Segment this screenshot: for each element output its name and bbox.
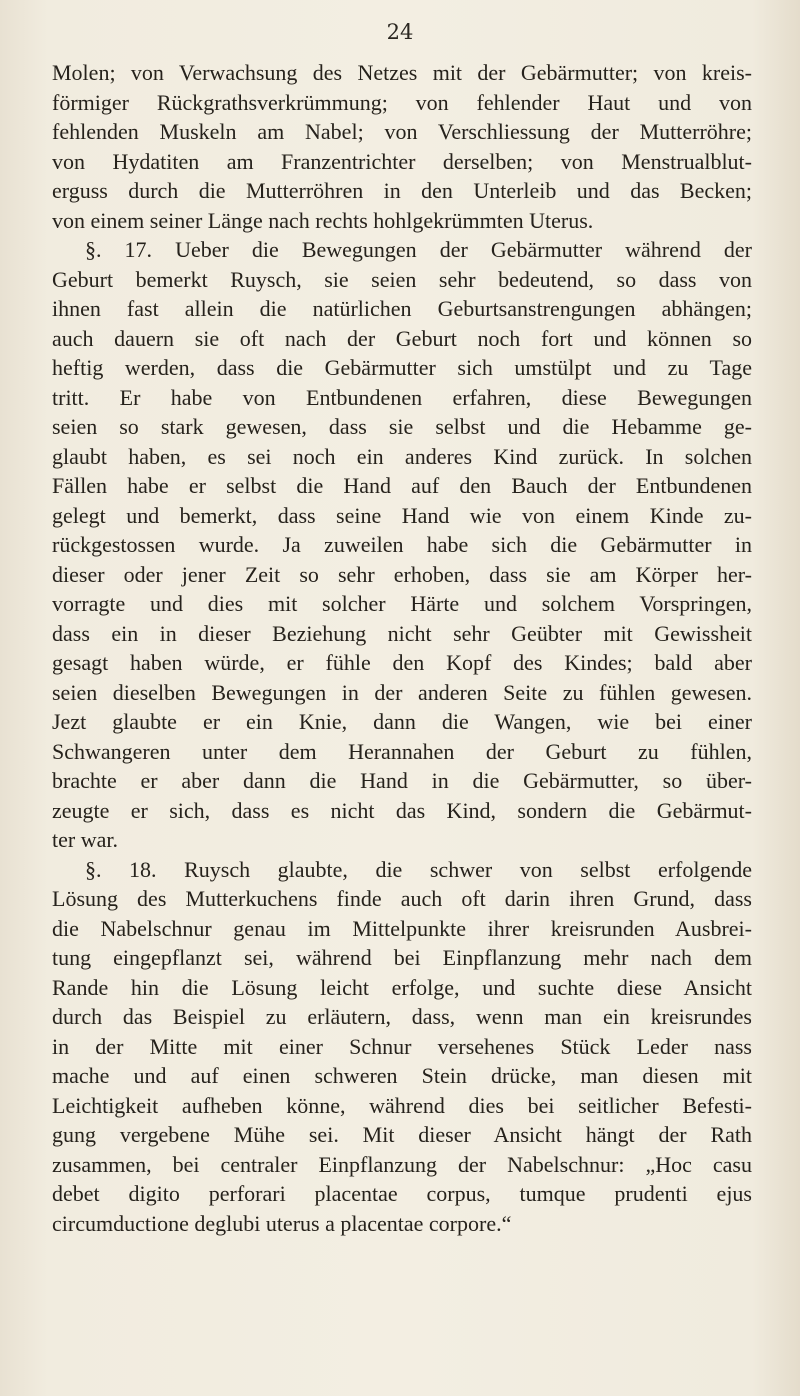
- text-line: debet digito perforari placentae corpus, tumque prudenti ejus: [52, 1181, 752, 1206]
- text-line: zeugte er sich, dass es nicht das Kind, sondern die Gebärmut-: [52, 797, 752, 823]
- text-line: gelegt und bemerkt, dass seine Hand wie von einem Kinde zu-: [52, 502, 752, 528]
- text-line: erguss durch die Mutterröhren in den Unterleib und das Becken;: [52, 178, 752, 203]
- text-line: von Hydatiten am Franzentrichter derselben; von Menstrualblut-: [52, 148, 752, 174]
- text-line: Geburt bemerkt Ruysch, sie seien sehr bedeutend, so dass von: [52, 266, 752, 292]
- text-line: Jezt glaubte er ein Knie, dann die Wangen, wie bei einer: [52, 709, 752, 734]
- text-line: seien so stark gewesen, dass sie selbst und die Hebamme ge-: [52, 414, 752, 439]
- text-line: ihnen fast allein die natürlichen Geburtsanstrengungen abhängen;: [52, 296, 752, 321]
- text-line: die Nabelschnur genau im Mittelpunkte ihrer kreisrunden Ausbrei-: [52, 915, 752, 941]
- text-line: dieser oder jener Zeit so sehr erhoben, dass sie am Körper her-: [52, 561, 752, 587]
- text-line: von einem seiner Länge nach rechts hohlgekrümmten Uterus.: [52, 207, 594, 233]
- section-18-start: §. 18. Ruysch glaubte, die schwer von selbst erfolgende: [85, 856, 752, 882]
- text-line: Schwangeren unter dem Herannahen der Geburt zu fühlen,: [52, 738, 752, 764]
- text-line: gesagt haben würde, er fühle den Kopf des Kindes; bald aber: [52, 650, 752, 675]
- text-line: auch dauern sie oft nach der Geburt noch fort und können so: [52, 325, 752, 351]
- text-line: ter war.: [52, 827, 118, 852]
- text-line: heftig werden, dass die Gebärmutter sich umstülpt und zu Tage: [52, 355, 752, 380]
- text-line: brachte er aber dann die Hand in die Gebärmutter, so über-: [52, 768, 752, 793]
- text-line: glaubt haben, es sei noch ein anderes Kind zurück. In solchen: [52, 443, 752, 469]
- text-line: Leichtigkeit aufheben könne, während dies bei seitlicher Befesti-: [52, 1092, 752, 1118]
- text-line: fehlenden Muskeln am Nabel; von Verschliessung der Mutterröhre;: [52, 119, 752, 144]
- text-line: Molen; von Verwachsung des Netzes mit der Gebärmutter; von kreis-: [52, 60, 752, 85]
- text-line: seien dieselben Bewegungen in der anderen Seite zu fühlen gewesen.: [52, 679, 752, 705]
- text-line: förmiger Rückgrathsverkrümmung; von fehlender Haut und von: [52, 89, 752, 115]
- text-line: vorragte und dies mit solcher Härte und solchem Vorspringen,: [52, 591, 752, 616]
- text-line: rückgestossen wurde. Ja zuweilen habe sich die Gebärmutter in: [52, 532, 752, 557]
- text-line: zusammen, bei centraler Einpflanzung der Nabelschnur: „Hoc casu: [52, 1151, 752, 1177]
- text-line: Fällen habe er selbst die Hand auf den Bauch der Entbundenen: [52, 473, 752, 498]
- text-line: tung eingepflanzt sei, während bei Einpflanzung mehr nach dem: [52, 945, 752, 970]
- section-17-start: §. 17. Ueber die Bewegungen der Gebärmutter während der: [85, 237, 752, 262]
- text-line: durch das Beispiel zu erläutern, dass, wenn man ein kreisrundes: [52, 1004, 752, 1029]
- text-line: Rande hin die Lösung leicht erfolge, und suchte diese Ansicht: [52, 974, 752, 1000]
- text-line: tritt. Er habe von Entbundenen erfahren, diese Bewegungen: [52, 384, 752, 410]
- body-text: [52, 58, 752, 1238]
- text-line: mache und auf einen schweren Stein drücke, man diesen mit: [52, 1063, 752, 1088]
- page-number: 24: [386, 20, 414, 44]
- text-line: dass ein in dieser Beziehung nicht sehr Geübter mit Gewissheit: [52, 620, 752, 646]
- text-line: in der Mitte mit einer Schnur versehenes Stück Leder nass: [52, 1033, 752, 1059]
- text-line: gung vergebene Mühe sei. Mit dieser Ansicht hängt der Rath: [52, 1122, 752, 1147]
- text-line: Lösung des Mutterkuchens finde auch oft darin ihren Grund, dass: [52, 886, 752, 911]
- text-line: circumductione deglubi uterus a placentae corpore.“: [52, 1210, 512, 1236]
